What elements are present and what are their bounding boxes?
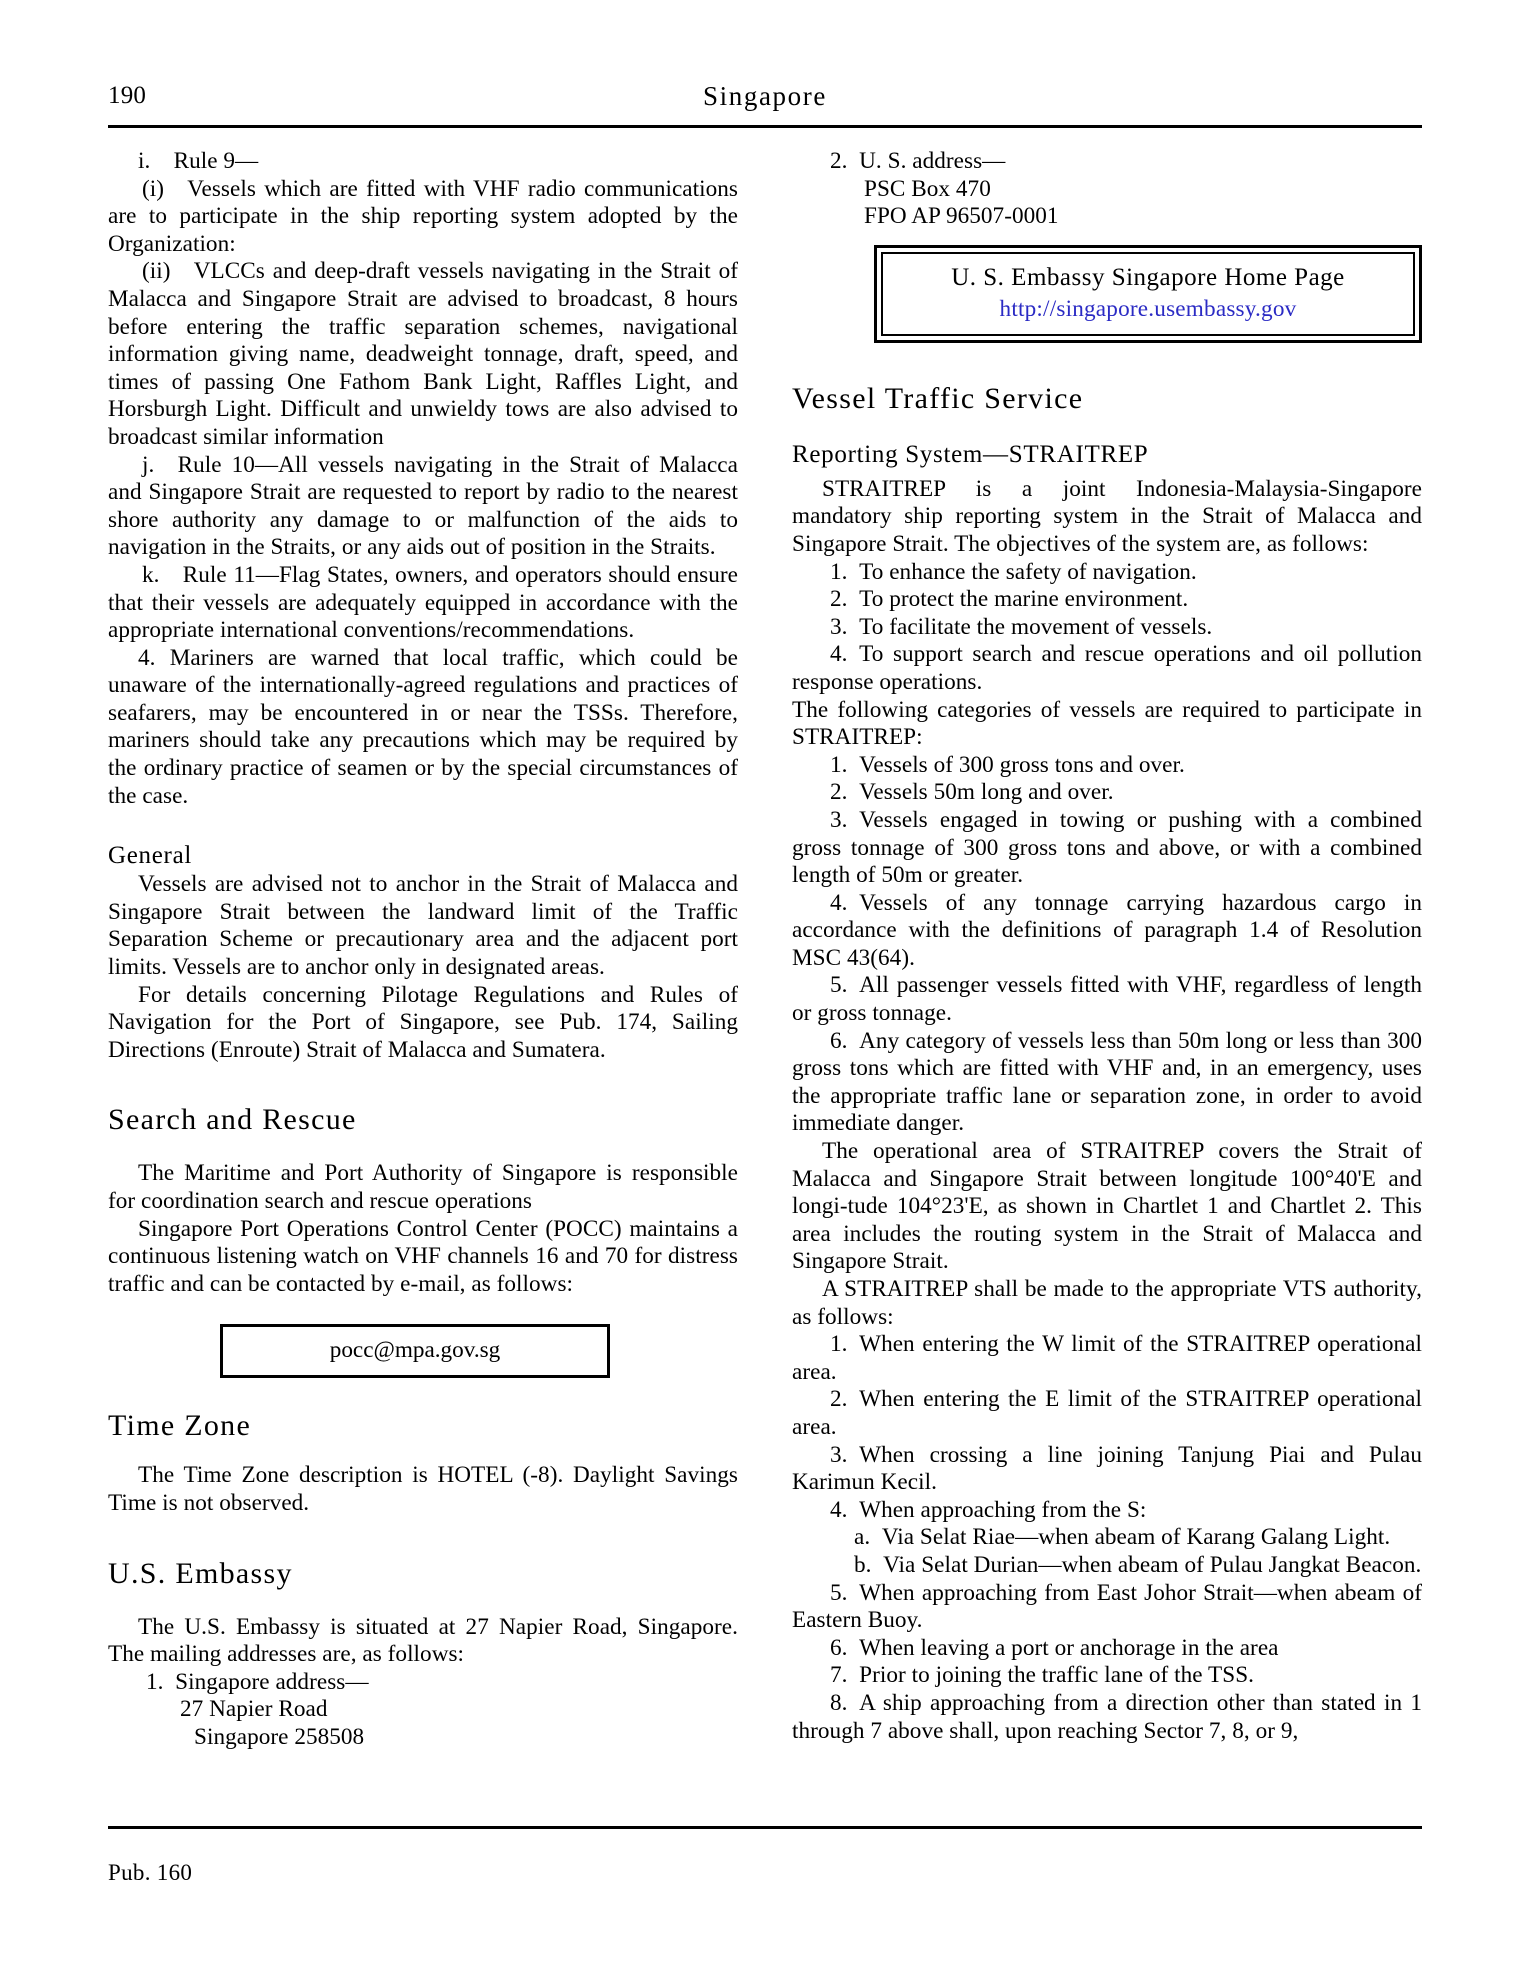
address-2-label: 2. U. S. address— xyxy=(830,148,1006,174)
sar-paragraph-2: Singapore Port Operations Control Center (POCC) maintains a continuous listening watch on VHF channels 16 and 70 for distress traffic and can be contacted by e-mail, as follows: xyxy=(108,1215,738,1297)
us-embassy-paragraph: The U.S. Embassy is situated at 27 Napier Road, Singapore. The mailing addresses are, as follows: xyxy=(108,1613,738,1668)
category-item-2: 2. Vessels 50m long and over. xyxy=(830,779,1114,806)
time-zone-paragraph: The Time Zone description is HOTEL (-8). Daylight Savings Time is not observed. xyxy=(108,1462,738,1516)
subheading-reporting-system: Reporting System—STRAITREP xyxy=(792,440,1149,468)
heading-search-and-rescue: Search and Rescue xyxy=(108,1103,357,1137)
footer-rule xyxy=(108,1826,1422,1829)
general-paragraph-1: Vessels are advised not to anchor in the Strait of Malacca and Singapore Strait between the landward limit of the Traffic Separation Scheme or precautionary area and the adjacent port limits. Vessels are to anchor only in designated areas. xyxy=(108,871,738,981)
report-subitem-b: b. Via Selat Durian—when abeam of Pulau Jangkat Beacon. xyxy=(854,1551,1422,1578)
running-head xyxy=(108,80,1422,116)
address-2-line-2: FPO AP 96507-0001 xyxy=(864,203,1059,230)
general-paragraph-2: For details concerning Pilotage Regulations and Rules of Navigation for the Port of Singapore, see Pub. 174, Sailing Directions (Enroute) Strait of Malacca and Sumatera. xyxy=(108,981,738,1063)
address-2-line-1: PSC Box 470 xyxy=(864,175,991,202)
rule11-paragraph: k. Rule 11—Flag States, owners, and operators should ensure that their vessels are adequately equipped in accordance with the appropriate international conventions/recommendations. xyxy=(108,561,738,644)
report-item-4: 4. When approaching from the S: xyxy=(830,1496,1147,1523)
straitrep-intro-paragraph: STRAITREP is a joint Indonesia-Malaysia-Singapore mandatory ship reporting system in the Strait of Malacca and Singapore Strait. The objectives of the system are, as follows: xyxy=(792,475,1422,557)
category-item-3: 3. Vessels engaged in towing or pushing with a combined gross tonnage of 300 gross tons and above, or with a combined length of 50m or greater. xyxy=(792,806,1422,889)
objective-item-2: 2. To protect the marine environment. xyxy=(830,586,1189,613)
right-column xyxy=(792,148,1422,1745)
report-item-7: 7. Prior to joining the traffic lane of the TSS. xyxy=(830,1662,1255,1689)
mariners-warning-paragraph: 4. Mariners are warned that local traffic, which could be unaware of the internationally-agreed regulations and practices of seafarers, may be encountered in or near the TSSs. Therefore, mariners should take any precautions which may be required by the ordinary practice of seamen or by the special circumstances of the case. xyxy=(108,644,738,809)
embassy-home-page-box[interactable] xyxy=(874,245,1422,343)
rule9-item-i: (i) Vessels which are fitted with VHF radio communications are to participate in the ship reporting system adopted by the Organization: xyxy=(108,175,738,257)
report-item-3: 3. When crossing a line joining Tanjung Piai and Pulau Karimun Kecil. xyxy=(792,1441,1422,1496)
heading-time-zone: Time Zone xyxy=(108,1409,252,1443)
report-item-6: 6. When leaving a port or anchorage in the area xyxy=(830,1634,1279,1661)
report-item-2: 2. When entering the E limit of the STRAITREP operational area. xyxy=(792,1386,1422,1440)
objective-item-1: 1. To enhance the safety of navigation. xyxy=(830,558,1197,585)
report-intro-paragraph: A STRAITREP shall be made to the appropriate VTS authority, as follows: xyxy=(792,1276,1422,1330)
sar-paragraph-1: The Maritime and Port Authority of Singapore is responsible for coordination search and rescue operations xyxy=(108,1160,738,1214)
rule9-label: i. Rule 9— xyxy=(138,148,259,174)
embassy-box-wrapper xyxy=(792,245,1422,343)
heading-us-embassy: U.S. Embassy xyxy=(108,1556,293,1590)
embassy-box-url[interactable]: http://singapore.usembassy.gov xyxy=(999,295,1297,322)
operational-area-paragraph: The operational area of STRAITREP covers the Strait of Malacca and Singapore Strait between longitude 100°40'E and longi-tude 104°23'E, as shown in Chartlet 1 and Chartlet 2. This area includes the routing system in the Strait of Malacca and Singapore Strait. xyxy=(792,1138,1422,1275)
heading-general: General xyxy=(108,842,193,870)
header-rule xyxy=(108,125,1422,128)
address-1-line-2: Singapore 258508 xyxy=(194,1723,365,1750)
report-item-8: 8. A ship approaching from a direction other than stated in 1 through 7 above shall, upon reaching Sector 7, 8, or 9, xyxy=(792,1689,1422,1744)
embassy-box-title: U. S. Embassy Singapore Home Page xyxy=(951,263,1345,291)
report-subitem-a: a. Via Selat Riae—when abeam of Karang Galang Light. xyxy=(854,1524,1391,1551)
category-item-5: 5. All passenger vessels fitted with VHF, regardless of length or gross tonnage. xyxy=(792,972,1422,1027)
embassy-home-page-box-inner xyxy=(881,252,1415,336)
category-item-4: 4. Vessels of any tonnage carrying hazardous cargo in accordance with the definitions of paragraph 1.4 of Resolution MSC 43(64). xyxy=(792,889,1422,971)
left-column xyxy=(108,148,738,1752)
objective-item-4: 4. To support search and rescue operations and oil pollution response operations. xyxy=(792,641,1422,695)
footer-publication: Pub. 160 xyxy=(108,1860,193,1885)
pocc-email-box[interactable] xyxy=(220,1324,610,1378)
categories-intro-paragraph: The following categories of vessels are required to participate in STRAITREP: xyxy=(792,696,1422,751)
category-item-6: 6. Any category of vessels less than 50m long or less than 300 gross tons which are fitted with VHF and, in an emergency, uses the appropriate traffic lane or separation zone, in order to avoid immediate danger. xyxy=(792,1027,1422,1137)
rule10-paragraph: j. Rule 10—All vessels navigating in the Strait of Malacca and Singapore Strait are requested to report by radio to the nearest shore authority any damage to or malfunction of the aids to navigation in the Straits, or any aids out of position in the Straits. xyxy=(108,451,738,561)
address-1-line-1: 27 Napier Road xyxy=(180,1696,328,1723)
category-item-1: 1. Vessels of 300 gross tons and over. xyxy=(830,751,1185,778)
address-1-label: 1. Singapore address— xyxy=(146,1668,369,1695)
rule9-item-ii: (ii) VLCCs and deep-draft vessels navigating in the Strait of Malacca and Singapore Strait are advised to broadcast, 8 hours before entering the traffic separation schemes, navigational information giving name, deadweight tonnage, draft, speed, and times of passing One Fathom Bank Light, Raffles Light, and Horsburgh Light. Difficult and unwieldy tows are also advised to broadcast similar information xyxy=(108,258,738,450)
report-item-1: 1. When entering the W limit of the STRAITREP operational area. xyxy=(792,1331,1422,1385)
report-item-5: 5. When approaching from East Johor Strait—when abeam of Eastern Buoy. xyxy=(792,1579,1422,1634)
heading-vessel-traffic-service: Vessel Traffic Service xyxy=(792,381,1084,415)
objective-item-3: 3. To facilitate the movement of vessels. xyxy=(830,613,1213,640)
running-title: Singapore xyxy=(703,81,827,111)
page-number: 190 xyxy=(108,82,147,109)
email-box-wrapper xyxy=(108,1324,738,1378)
pocc-email-text: pocc@mpa.gov.sg xyxy=(329,1337,501,1364)
